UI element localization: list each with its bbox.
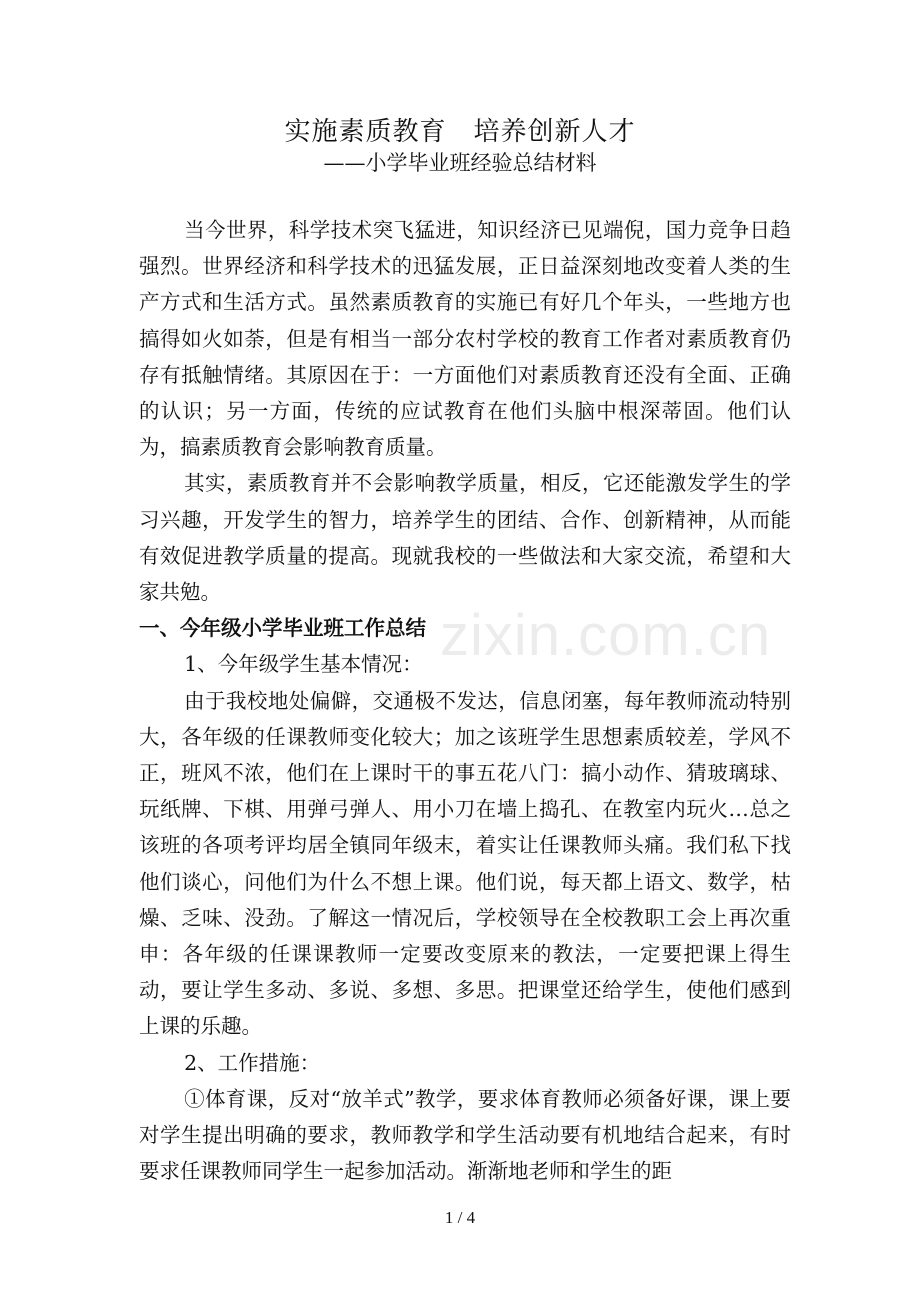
paragraph-measure-1: ①体育课，反对“放羊式”教学，要求体育教师必须备好课，课上要对学生提出明确的要求，教师教学和学生活动要有机地结合起来，有时要求任课教师同学生一起参加活动。渐渐地老师和学生的距 [139,1086,791,1184]
section-heading: 一、今年级小学毕业班工作总结 [139,616,426,641]
document-subtitle: ——小学毕业班经验总结材料 [323,151,597,175]
subsection-heading-1: 1、今年级学生基本情况： [184,652,423,677]
document-body [139,212,791,1189]
subsection-heading-2: 2、工作措施： [184,1050,321,1075]
paragraph-view: 其实，素质教育并不会影响教学质量，相反，它还能激发学生的学习兴趣，开发学生的智力，培养学生的团结、合作、创新精神，从而能有效促进教学质量的提高。现就我校的一些做法和大家交流，希望和大家共勉。 [139,471,791,605]
paragraph-intro: 当今世界，科学技术突飞猛进，知识经济已见端倪，国力竞争日趋强烈。世界经济和科学技术的迅猛发展，正日益深刻地改变着人类的生产方式和生活方式。虽然素质教育的实施已有好几个年头，一些地方也搞得如火如荼，但是有相当一部分农村学校的教育工作者对素质教育仍存有抵触情绪。其原因在于：一方面他们对素质教育还没有全面、正确的认识；另一方面，传统的应试教育在他们头脑中根深蒂固。他们认为，搞素质教育会影响教育质量。 [139,218,791,460]
paragraph-situation: 由于我校地处偏僻，交通极不发达，信息闭塞，每年教师流动特别大，各年级的任课教师变化较大；加之该班学生思想素质较差，学风不正，班风不浓，他们在上课时干的事五花八门：搞小动作、猜玻璃球、玩纸牌、下棋、用弹弓弹人、用小刀在墙上捣孔、在教室内玩火…总之该班的各项考评均居全镇同年级末，着实让任课教师头痛。我们私下找他们谈心，问他们为什么不想上课。他们说，每天都上语文、数学，枯燥、乏味、没劲。了解这一情况后，学校领导在全校教职工会上再次重申：各年级的任课课教师一定要改变原来的教法，一定要把课上得生动，要让学生多动、多说、多想、多思。把课堂还给学生，使他们感到上课的乐趣。 [139,688,791,1039]
document-title: 实施素质教育 培养创新人才 [284,117,636,147]
watermark: zixin.com.cn [440,603,772,668]
page-number: 1 / 4 [444,1208,476,1227]
